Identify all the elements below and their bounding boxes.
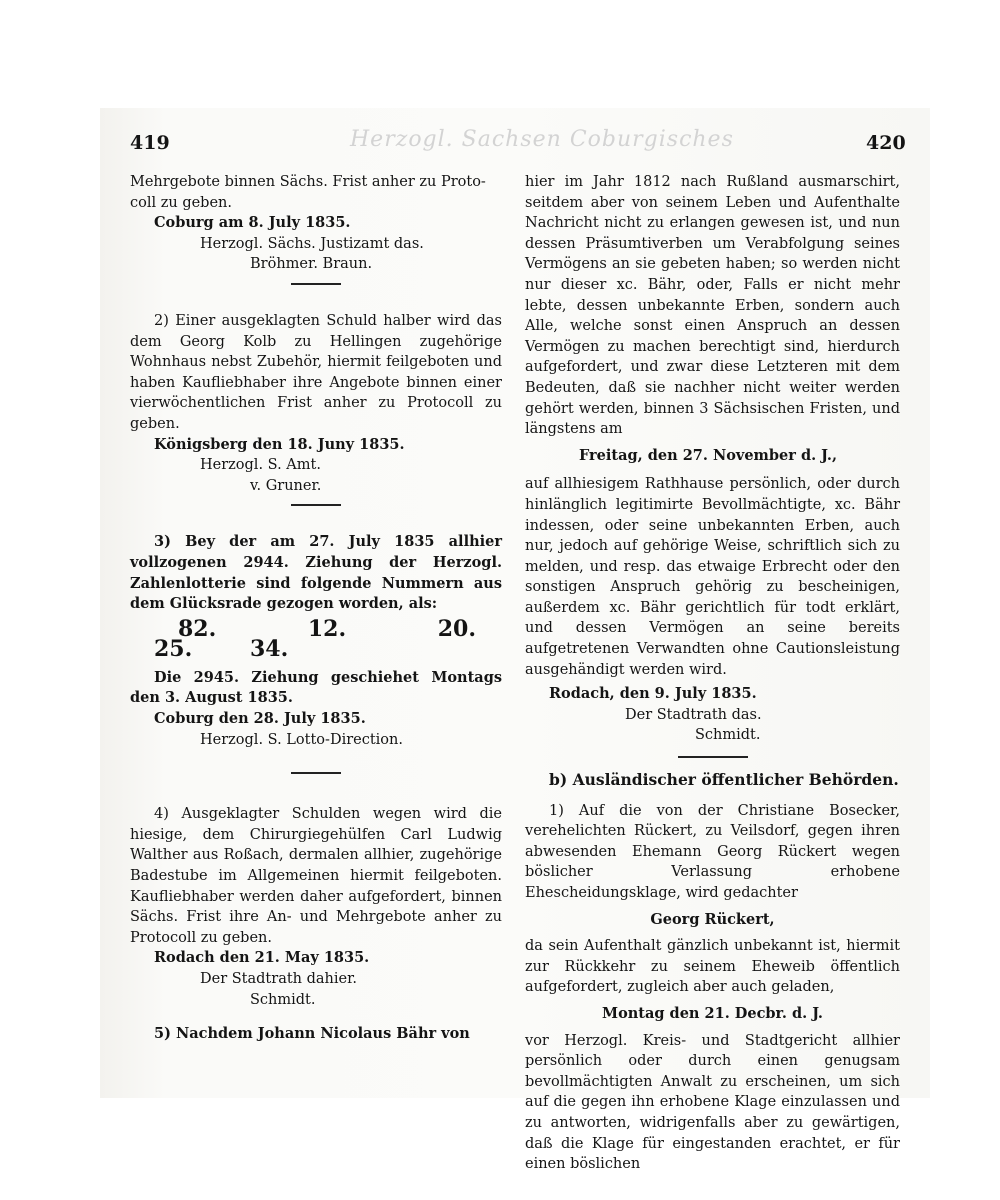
- bleed-through-header: Herzogl. Sachsen Coburgisches: [350, 127, 734, 152]
- lottery-number: 12.: [307, 615, 347, 642]
- b-notice1-text-cont: da sein Aufenthalt gänzlich unbekannt ist, hiermit zur Rückkehr zu seinem Eheweib öffentlich aufgefordert, zugleich aber auch geladen,: [525, 938, 900, 996]
- notice2-signature: v. Gruner.: [250, 477, 322, 494]
- section-heading: b) Ausländischer öffentlicher Behörden.: [549, 770, 899, 790]
- notice4-text: 4) Ausgeklagter Schulden wegen wird die hiesige, dem Chirurgiegehülfen Carl Ludwig Walther aus Roßach, dermalen allhier, zugehörige Badestube im Allgemeinen hiermit feilgeboten. Kaufliebhaber werden daher aufgefordert, binnen Sächs. Frist ihre An- und Mehrgebote anher zu Protocoll zu geben.: [130, 806, 502, 946]
- notice5-signature: Schmidt.: [695, 727, 761, 744]
- notice2-office: Herzogl. S. Amt.: [200, 457, 321, 474]
- notice1-office: Herzogl. Sächs. Justizamt das.: [200, 235, 424, 252]
- b-notice1-text: 1) Auf die von der Christiane Bosecker, verehelichten Rückert, zu Veilsdorf, gegen ihren abwesenden Ehemann Georg Rückert wegen böslicher Verlassung erhobene Ehescheidungsklage, wird gedachter: [525, 802, 900, 901]
- notice4-signature: Schmidt.: [250, 991, 316, 1008]
- page-number-left: 419: [130, 132, 170, 154]
- notice3-next-draw: Die 2945. Ziehung geschiehet Montags den 3. August 1835.: [130, 668, 502, 707]
- notice3-office: Herzogl. S. Lotto-Direction.: [200, 731, 403, 748]
- notice5-date: Rodach, den 9. July 1835.: [549, 685, 757, 703]
- notice5-text: hier im Jahr 1812 nach Rußland ausmarschirt, seitdem aber von seinem Leben und Aufenthalte Nachricht nicht zu erlangen gewesen ist, und nun dessen Präsumtiverben um Verabfolgung seines Vermögens an sie gebeten haben; so werden nicht nur dieser xc. Bähr, oder, Falls er nicht mehr lebte, dessen unbekannte Erben, sondern auch Alle, welche sonst einen Anspruch an dessen Vermögen zu machen berechtigt sind, hierdurch aufgefordert, und zwar diese Letzteren mit dem Bedeuten, daß sie nachher nicht weiter werden gehört werden, binnen 3 Sächsischen Fristen, und längstens am: [525, 174, 900, 438]
- continuation-line: Mehrgebote binnen Sächs. Frist anher zu Proto-: [130, 174, 486, 190]
- b-notice1-court-date: Montag den 21. Decbr. d. J.: [602, 1004, 823, 1022]
- continuation-line: coll zu geben.: [130, 194, 232, 211]
- notice1-signatures: Bröhmer. Braun.: [250, 256, 373, 273]
- lottery-number: 82.: [178, 615, 217, 642]
- notice2-date: Königsberg den 18. Juny 1835.: [154, 435, 405, 453]
- separator-rule: [291, 772, 341, 774]
- notice4-date: Rodach den 21. May 1835.: [154, 949, 370, 967]
- lottery-numbers: [130, 615, 502, 663]
- page-number-right: 420: [866, 132, 906, 154]
- notice5-office: Der Stadtrath das.: [625, 706, 762, 723]
- b-notice1-text-end: vor Herzogl. Kreis- und Stadtgericht allhier persönlich oder durch einen genugsam bevollmächtigten Anwalt zu erscheinen, um sich auf die gegen ihn erhobene Klage einzulassen und zu antworten, widrigenfalls aber zu gewärtigen, daß die Klage für eingestanden erachtet, er für einen böslichen: [525, 1032, 900, 1173]
- notice5-deadline: Freitag, den 27. November d. J.,: [579, 446, 838, 464]
- separator-rule: [291, 504, 341, 506]
- lottery-number: 34.: [249, 636, 289, 663]
- lottery-number: 20.: [437, 615, 476, 642]
- notice5-start: 5) Nachdem Johann Nicolaus Bähr von: [154, 1025, 470, 1043]
- notice5-text-cont: auf allhiesigem Rathhause persönlich, oder durch hinlänglich legitimirte Bevollmächtigte, xc. Bähr indessen, oder seine unbekannten Erben, auch nur, jedoch auf gehörige Weise, schriftlich sich zu melden, und resp. das etwaige Erbrecht oder den sonstigen Anspruch gehörig zu bescheinigen, außerdem xc. Bähr gerichtlich für todt erklärt, und dessen Vermögen an seine bereits aufgetretenen Verwandten ohne Cautionsleistung ausgehändigt werden wird.: [525, 476, 900, 678]
- notice4-office: Der Stadtrath dahier.: [200, 971, 358, 987]
- notice3-date: Coburg den 28. July 1835.: [154, 710, 366, 728]
- spacer: [130, 1010, 502, 1024]
- separator-rule: [678, 756, 748, 758]
- notice2-text: 2) Einer ausgeklagten Schuld halber wird das dem Georg Kolb zu Hellingen zugehörige Wohnhaus nebst Zubehör, hiermit feilgeboten und haben Kaufliebhaber ihre Angebote binnen einer vierwöchentlichen Frist anher zu Protocoll zu geben.: [130, 312, 502, 432]
- lottery-number: 25.: [154, 636, 193, 663]
- b-notice1-name: Georg Rückert,: [650, 910, 775, 928]
- notice1-date: Coburg am 8. July 1835.: [154, 214, 351, 232]
- left-column: [130, 172, 502, 1045]
- separator-rule: [291, 283, 341, 285]
- right-column: [525, 172, 900, 1175]
- notice3-text: 3) Bey der am 27. July 1835 allhier vollzogenen 2944. Ziehung der Herzogl. Zahlenlotterie sind folgende Nummern aus dem Glücksrade gezogen worden, als:: [130, 533, 502, 613]
